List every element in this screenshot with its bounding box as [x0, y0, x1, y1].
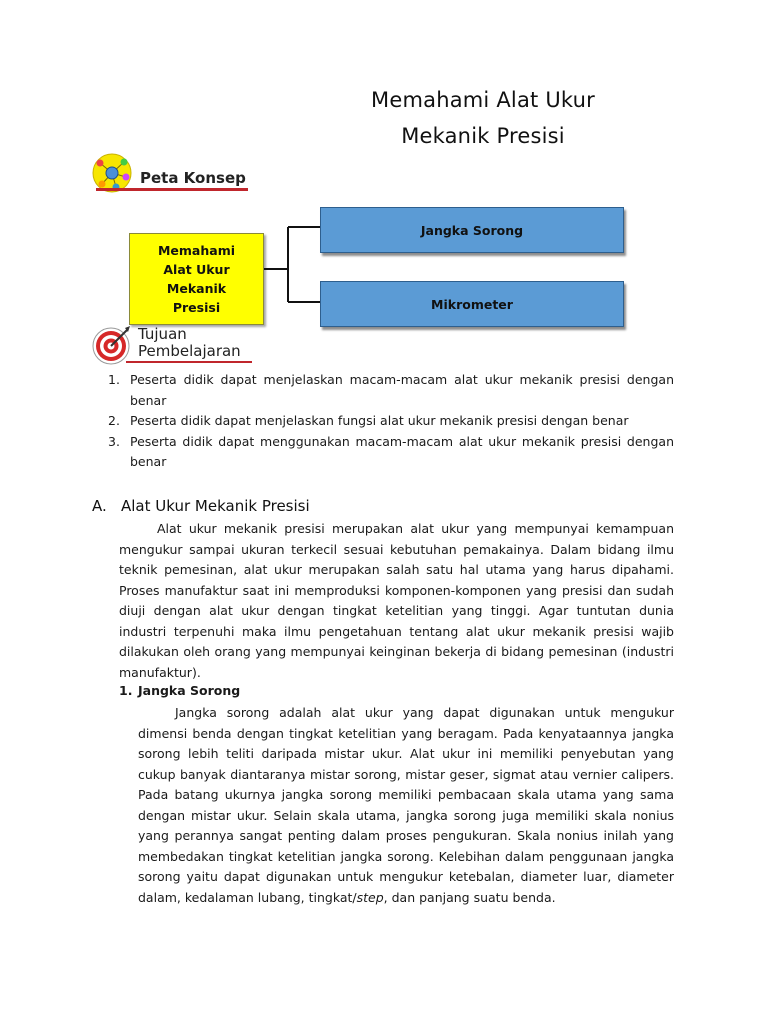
subsection-number: 1. [119, 683, 133, 698]
paragraph-text: Jangka sorong adalah alat ukur yang dapat digunakan untuk mengukur dimensi benda dengan tingkat ketelitian yang beragam. Pada kenyataannya jangka sorong lebih teliti daripada mistar ukur. Alat ukur ini memiliki penyebutan yang cukup banyak diantaranya mistar sorong, mistar geser, sigmat atau vernier calipers. Pada batang ukurnya jangka sorong memiliki pembacaan skala utama yang sama dengan mistar ukur. Selain skala utama, jangka sorong juga memiliki skala nonius yang perannya sangat penting dalam proses pengukuran. Skala nonius inilah yang membedakan tingkat ketelitian jangka sorong. Kelebihan dalam penggunaan jangka sorong yaitu dapat digunakan untuk mengukur ketebalan, diameter luar, diameter dalam, kedalaman lubang, tingkat/ [138, 705, 674, 905]
list-item-text: Peserta didik dapat menjelaskan macam-macam alat ukur mekanik presisi dengan benar [130, 372, 674, 408]
list-item-number: 1. [108, 372, 120, 387]
subsection-title: Jangka Sorong [138, 683, 241, 698]
concept-main-text: Memahami Alat Ukur Mekanik Presisi [157, 243, 236, 315]
section-heading [92, 497, 310, 515]
objectives-label-line2: Pembelajaran [138, 342, 241, 360]
section-title: Alat Ukur Mekanik Presisi [121, 497, 310, 515]
concept-map-label: Peta Konsep [140, 169, 246, 187]
concept-main-box [129, 233, 264, 325]
paragraph-italic-term: step [356, 889, 384, 905]
subsection-paragraph [138, 703, 674, 908]
subsection-heading [119, 683, 240, 698]
section-paragraph: Alat ukur mekanik presisi merupakan alat ukur yang mempunyai kemampuan mengukur sampai ukuran terkecil sesuai kebutuhan pemakainya. Dalam bidang ilmu teknik pemesinan, alat ukur merupakan salah satu hal utama yang harus dipahami. Proses manufaktur saat ini memproduksi komponen-komponen yang presisi dan sudah diuji dengan alat ukur dengan tingkat ketelitian yang tinggi. Agar tuntutan dunia industri terpenuhi maka ilmu pengetahuan tentang alat ukur mekanik presisi wajib dilakukan oleh orang yang mempunyai keinginan bekerja di bidang pemesinan (industri manufaktur). [119, 521, 674, 680]
objectives-underline [126, 361, 252, 363]
objectives-list [108, 370, 674, 473]
concept-branch-label: Mikrometer [431, 296, 513, 312]
concept-branch-mikrometer [320, 281, 624, 327]
list-item-number: 2. [108, 413, 120, 428]
list-item-text: Peserta didik dapat menggunakan macam-macam alat ukur mekanik presisi dengan benar [130, 433, 674, 469]
objectives-label-line1: Tujuan [138, 325, 187, 343]
list-item-text: Peserta didik dapat menjelaskan fungsi alat ukur mekanik presisi dengan benar [130, 413, 629, 428]
list-item [108, 432, 674, 473]
concept-connector [262, 222, 324, 312]
page-title-line2: Mekanik Presisi [401, 124, 565, 148]
list-item [108, 411, 674, 432]
concept-branch-label: Jangka Sorong [420, 222, 524, 238]
page-title-line1: Memahami Alat Ukur [371, 88, 595, 112]
concept-map-underline [96, 188, 248, 191]
list-item [108, 370, 674, 411]
paragraph-text-end: , dan panjang suatu benda. [383, 889, 556, 905]
target-icon [92, 324, 132, 366]
concept-branch-jangka-sorong [320, 207, 624, 253]
list-item-number: 3. [108, 433, 120, 449]
section-letter: A. [92, 497, 107, 515]
